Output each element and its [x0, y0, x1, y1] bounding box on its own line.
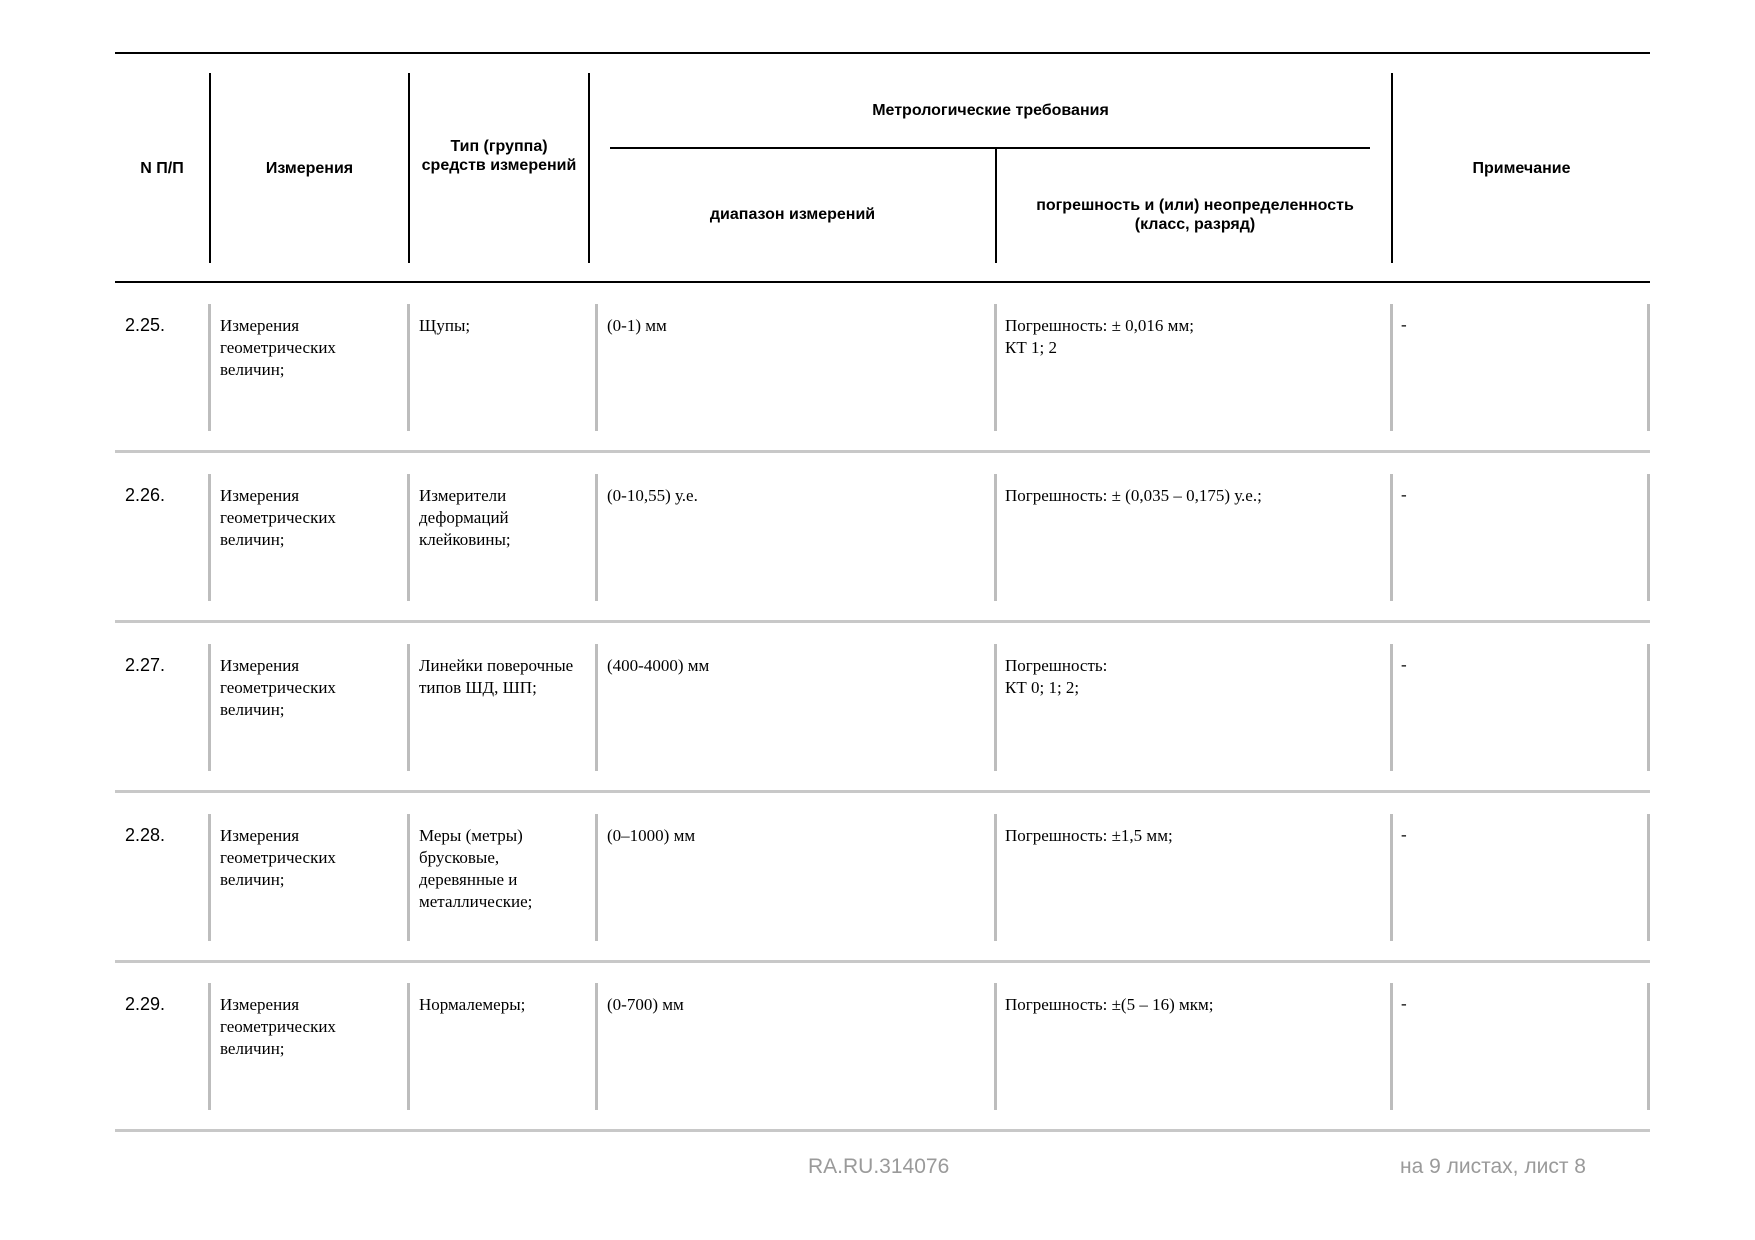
row-note: -	[1401, 315, 1407, 334]
row-divider	[1390, 474, 1393, 601]
row-measurement: Измерения геометрических величин;	[220, 316, 336, 379]
metro-subheader-divider	[610, 147, 1370, 149]
row-measurement: Измерения геометрических величин;	[220, 826, 336, 889]
row-note: -	[1401, 485, 1407, 504]
row-note: -	[1401, 994, 1407, 1013]
row-divider	[595, 644, 598, 771]
header-num: N П/П	[140, 159, 184, 177]
row-divider	[407, 644, 410, 771]
row-num: 2.27.	[125, 655, 166, 675]
row-note: -	[1401, 655, 1407, 674]
row-divider	[407, 304, 410, 431]
row-error: Погрешность: ± (0,035 – 0,175) у.е.;	[1005, 486, 1262, 505]
row-divider	[208, 644, 211, 771]
row-divider	[994, 304, 997, 431]
row-divider	[1390, 983, 1393, 1110]
row-divider	[407, 814, 410, 941]
header-type: Тип (группа) средств измерений	[421, 138, 577, 174]
row-type: Измерители деформаций клейковины;	[419, 486, 511, 549]
row-range: (0-10,55) у.е.	[607, 486, 698, 505]
table-top-border	[115, 52, 1650, 54]
row-divider	[1647, 644, 1650, 771]
header-error: погрешность и (или) неопределенность (класс, разряд)	[1036, 196, 1354, 233]
row-range: (0-700) мм	[607, 995, 684, 1014]
row-type: Линейки поверочные типов ШД, ШП;	[419, 656, 574, 697]
row-divider	[595, 983, 598, 1110]
row-separator	[115, 450, 1650, 453]
header-divider	[995, 148, 997, 263]
row-note: -	[1401, 825, 1407, 844]
row-divider	[208, 814, 211, 941]
row-num: 2.28.	[125, 825, 166, 845]
row-divider	[208, 474, 211, 601]
row-divider	[595, 304, 598, 431]
row-separator	[115, 1129, 1650, 1132]
row-measurement: Измерения геометрических величин;	[220, 995, 336, 1058]
header-note: Примечание	[1472, 159, 1571, 177]
row-range: (400-4000) мм	[607, 656, 710, 675]
row-divider	[595, 474, 598, 601]
row-num: 2.26.	[125, 485, 166, 505]
row-type: Нормалемеры;	[419, 995, 526, 1014]
row-divider	[208, 304, 211, 431]
row-error: Погрешность: ±1,5 мм;	[1005, 826, 1173, 845]
header-bottom-border	[115, 281, 1650, 283]
row-divider	[1647, 304, 1650, 431]
row-divider	[1647, 983, 1650, 1110]
row-error: Погрешность: ±(5 – 16) мкм;	[1005, 995, 1214, 1014]
header-measurements: Измерения	[265, 159, 354, 177]
row-divider	[407, 474, 410, 601]
footer-sheets: на 9 листах, лист 8	[1400, 1155, 1586, 1178]
row-divider	[1647, 474, 1650, 601]
row-measurement: Измерения геометрических величин;	[220, 656, 336, 719]
row-separator	[115, 620, 1650, 623]
row-divider	[994, 474, 997, 601]
row-type: Меры (метры) брусковые, деревянные и металлические;	[419, 826, 533, 911]
row-num: 2.25.	[125, 315, 166, 335]
row-range: (0–1000) мм	[607, 826, 696, 845]
row-divider	[595, 814, 598, 941]
row-divider	[994, 644, 997, 771]
row-divider	[994, 983, 997, 1110]
row-type: Щупы;	[419, 316, 471, 335]
footer-doc-id: RA.RU.314076	[808, 1155, 950, 1178]
row-divider	[208, 983, 211, 1110]
header-metro: Метрологические требования	[872, 101, 1109, 119]
row-error: Погрешность: КТ 0; 1; 2;	[1005, 656, 1108, 697]
row-separator	[115, 790, 1650, 793]
row-divider	[407, 983, 410, 1110]
row-separator	[115, 960, 1650, 963]
row-divider	[1647, 814, 1650, 941]
row-divider	[994, 814, 997, 941]
row-divider	[1390, 814, 1393, 941]
row-divider	[1390, 304, 1393, 431]
header-range: диапазон измерений	[709, 206, 876, 223]
row-range: (0-1) мм	[607, 316, 667, 335]
header-divider	[408, 73, 410, 263]
row-measurement: Измерения геометрических величин;	[220, 486, 336, 549]
row-num: 2.29.	[125, 994, 166, 1014]
row-error: Погрешность: ± 0,016 мм; КТ 1; 2	[1005, 316, 1194, 357]
row-divider	[1390, 644, 1393, 771]
